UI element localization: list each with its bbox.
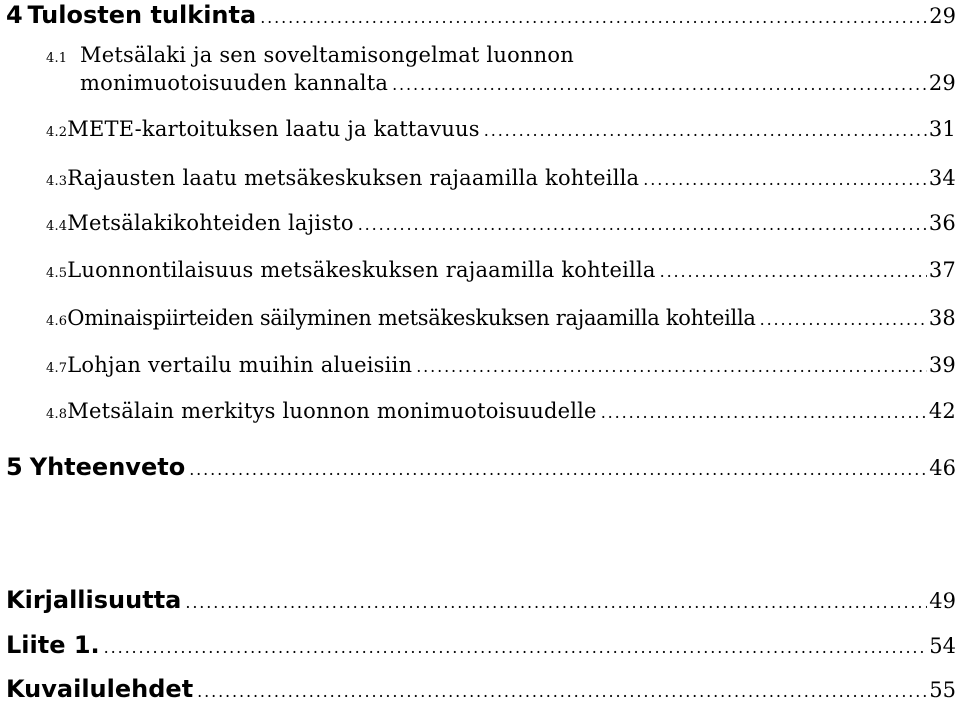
toc-leader-dots [392,73,927,94]
toc-entry-number: 4 [6,1,23,29]
toc-entry-4-2[interactable] [46,119,956,140]
toc-entry-4-1-line2[interactable] [80,73,956,94]
toc-entry-number: 5 [6,453,23,481]
toc-entry-kuvailulehdet[interactable] [6,677,956,701]
toc-entry-number: 4.6 [46,314,68,329]
toc-entry-title: Lohjan vertailu muihin alueisiin [67,353,413,377]
toc-entry-title: Luonnontilaisuus metsäkeskuksen rajaamilla kohteilla [67,258,656,282]
toc-leader-dots [416,355,927,376]
toc-entry-number: 4.3 [46,174,68,189]
toc-entry-number: 4.2 [46,125,68,140]
toc-entry-4-3[interactable] [46,168,956,189]
toc-entry-page: 42 [928,399,956,423]
toc-entry-number: 4.4 [46,219,68,234]
toc-entry-title: Kuvailulehdet [6,675,194,703]
toc-leader-dots [189,455,927,479]
toc-entry-4-8[interactable] [46,401,956,422]
toc-entry-number: 4.8 [46,407,68,422]
toc-entry-page: 31 [928,117,956,141]
toc-entry-page: 55 [929,678,956,702]
toc-entry-4-6[interactable] [46,308,956,329]
toc-entry-4-7[interactable] [46,355,956,376]
toc-leader-dots [185,588,927,612]
toc-entry-liite-1[interactable] [6,633,956,657]
toc-entry-4-5[interactable] [46,260,956,281]
toc-entry-page: 38 [928,306,956,330]
toc-entry-title: Kirjallisuutta [6,586,182,614]
toc-entry-title: Liite 1. [6,631,100,659]
toc-entry-title: Ominaispiirteiden säilyminen metsäkeskuksen rajaamilla kohteilla [67,306,756,330]
toc-entry-page: 34 [928,166,956,190]
toc-leader-dots [660,260,927,281]
toc-entry-page: 36 [928,211,956,235]
toc-entry-number: 4.1 [46,51,68,66]
toc-leader-dots [601,401,927,422]
toc-entry-title: Rajausten laatu metsäkeskuksen rajaamilla kohteilla [67,166,640,190]
toc-entry-kirjallisuutta[interactable] [6,588,956,612]
toc-entry-number: 4.7 [46,361,68,376]
toc-leader-dots [104,633,928,657]
toc-leader-dots [197,677,927,701]
toc-entry-title: Metsälaki ja sen soveltamisongelmat luonnon [80,43,574,67]
toc-entry-title: Tulosten tulkinta [27,1,257,29]
toc-entry-title: METE-kartoituksen laatu ja kattavuus [67,117,480,141]
toc-entry-number: 4.5 [46,266,68,281]
toc-leader-dots [760,308,927,329]
toc-entry-4-4[interactable] [46,213,956,234]
toc-entry-page: 37 [928,258,956,282]
toc-leader-dots [260,3,927,27]
toc-entry-title-continued: monimuotoisuuden kannalta [80,71,389,95]
toc-entry-title: Yhteenveto [29,453,186,481]
toc-entry-4-1-line1[interactable] [46,45,746,66]
toc-entry-page: 49 [929,589,956,613]
toc-entry-page: 54 [929,634,956,658]
toc-entry-title: Metsälakikohteiden lajisto [67,211,354,235]
toc-leader-dots [643,168,927,189]
toc-entry-chapter-5[interactable] [6,455,956,479]
toc-entry-page: 29 [928,71,956,95]
toc-leader-dots [484,119,927,140]
toc-leader-dots [358,213,927,234]
toc-entry-page: 29 [929,4,956,28]
toc-entry-page: 46 [929,456,956,480]
toc-entry-page: 39 [928,353,956,377]
toc-entry-chapter-4[interactable] [6,3,956,27]
toc-entry-title: Metsälain merkitys luonnon monimuotoisuudelle [67,399,597,423]
